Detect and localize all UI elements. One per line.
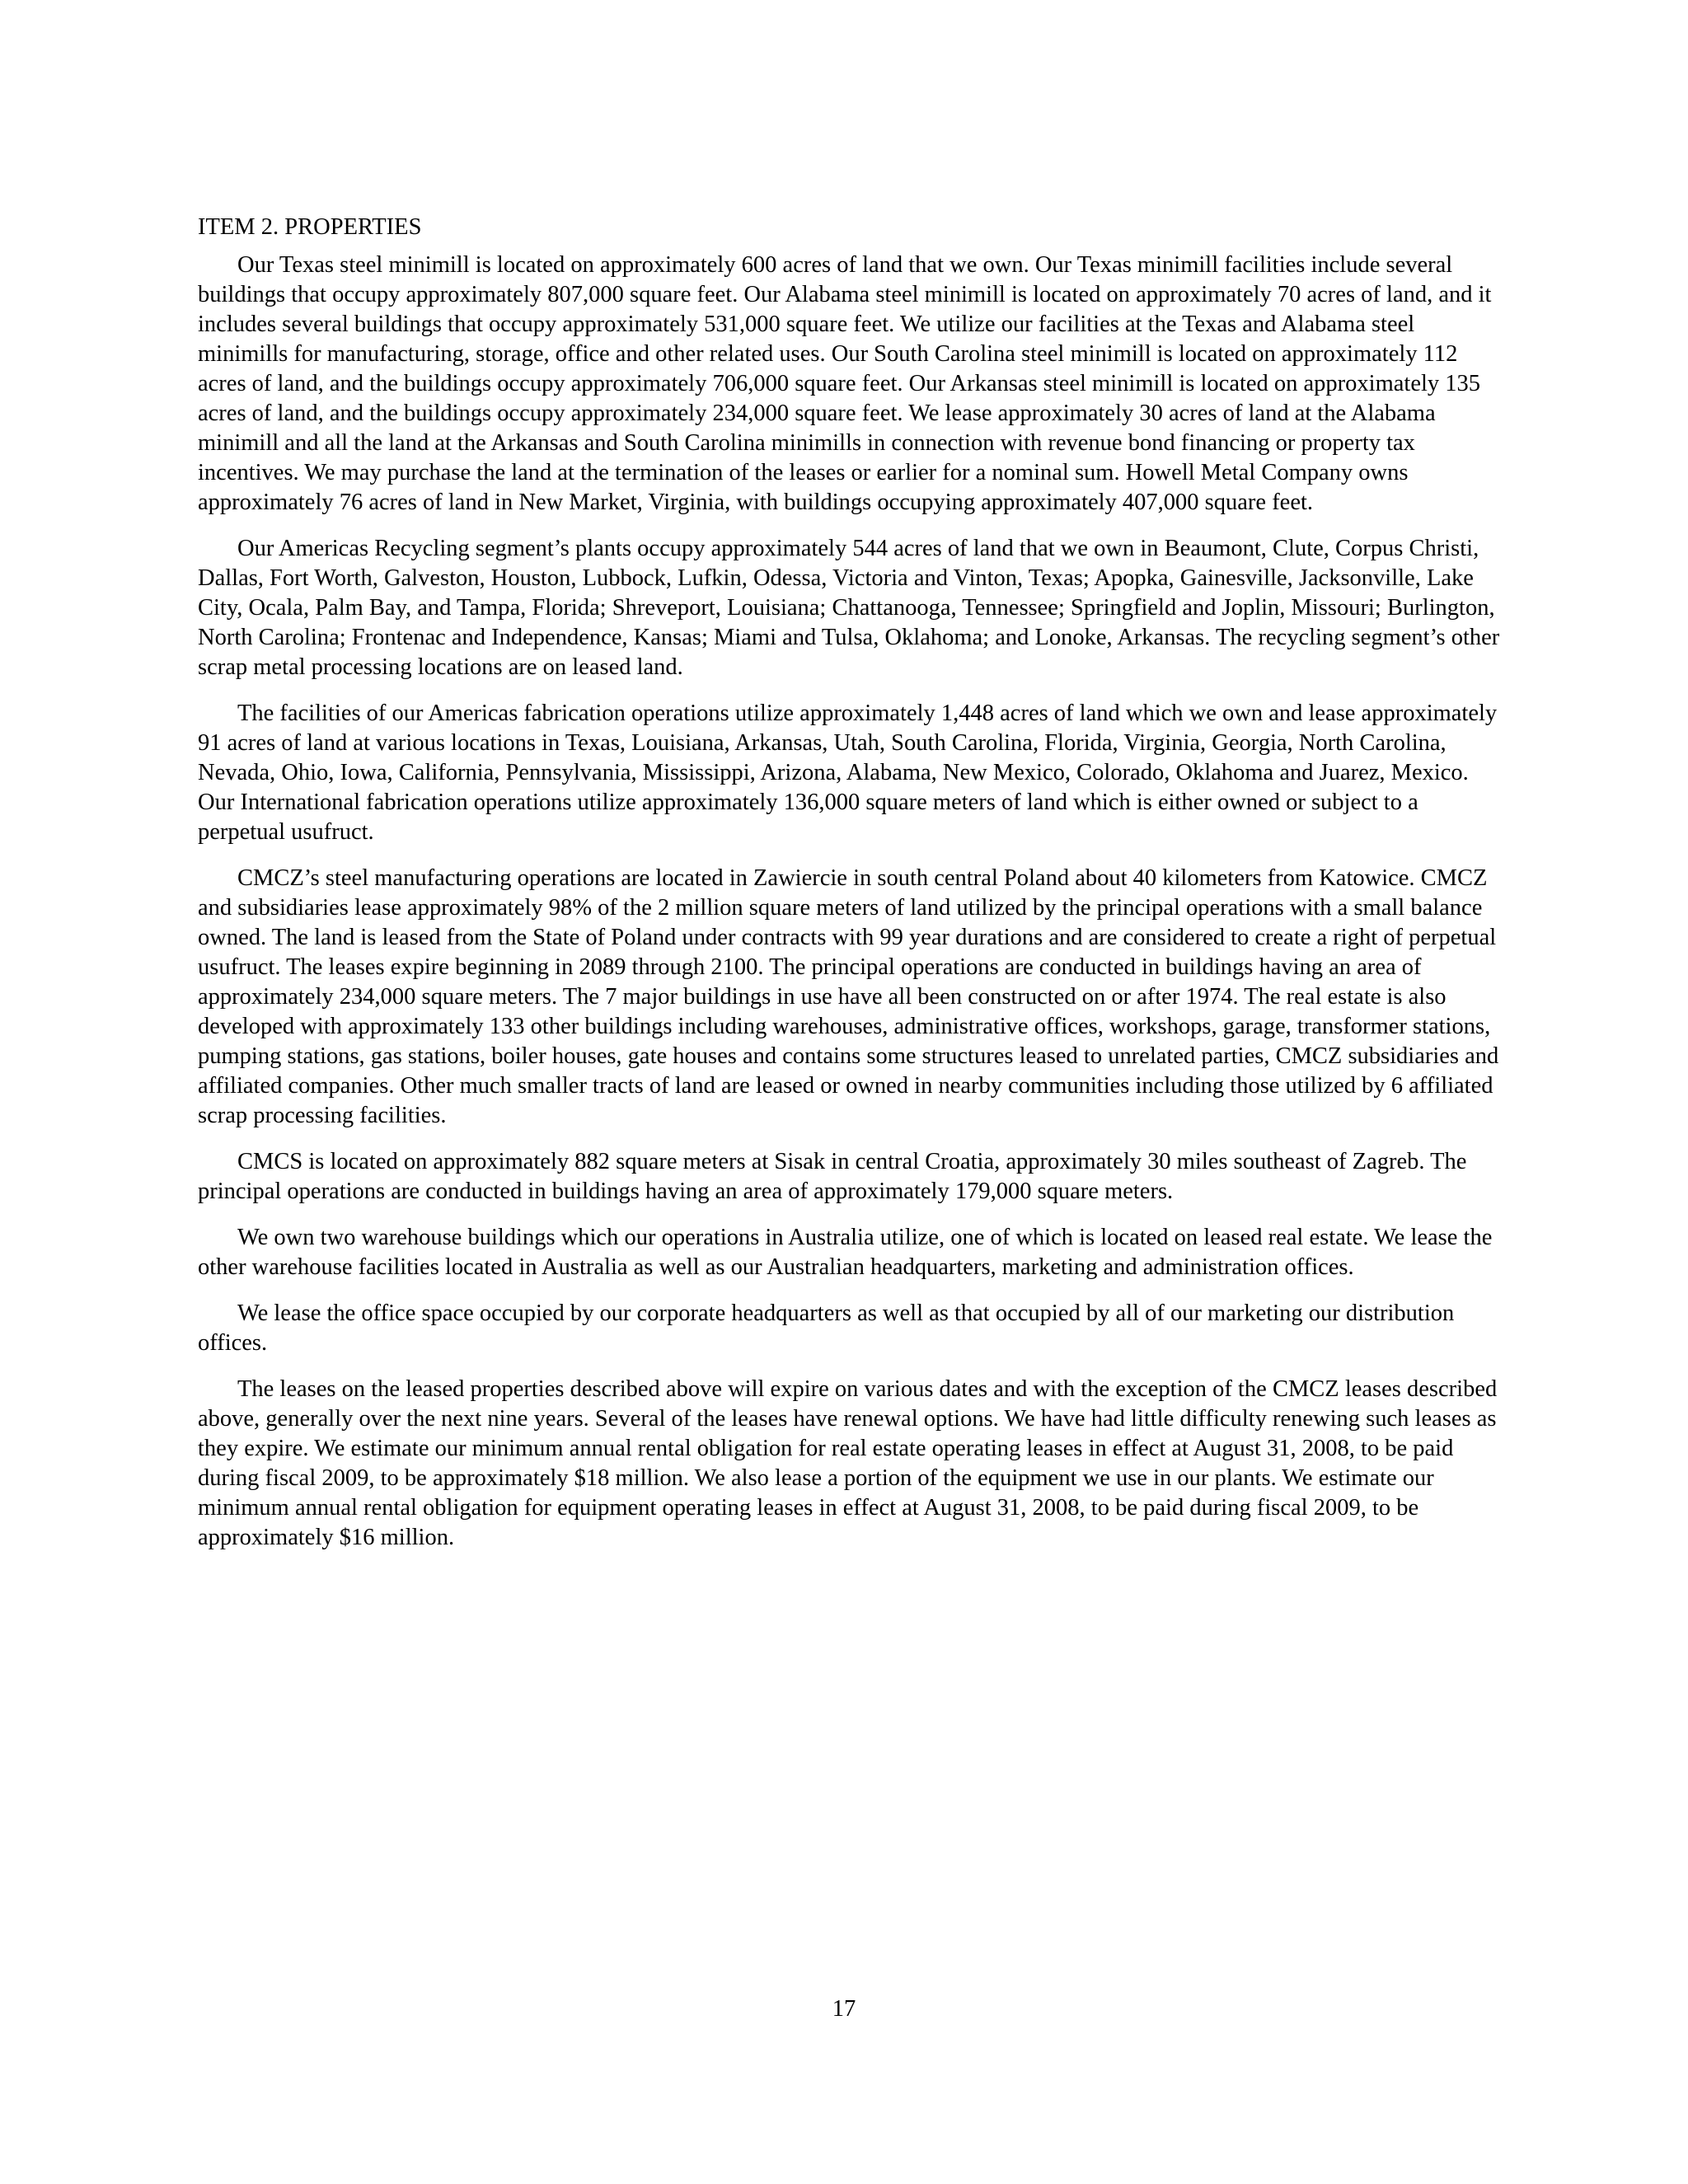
paragraph-headquarters: We lease the office space occupied by our corporate headquarters as well as that occupied by all of our marketing our distribution offices.: [198, 1301, 1455, 1356]
paragraph-minimills: Our Texas steel minimill is located on approximately 600 acres of land that we own. Our Texas minimill facilities include several buildings that occupy approximately 807,000 square feet. Our Alabama steel minimill is located on approximately 70 acres of land, and it includes several buildings that occupy approximately 531,000 square feet. We utilize our facilities at the Texas and Alabama steel minimills for manufacturing, storage, office and other related uses. Our South Carolina steel minimill is located on approximately 112 acres of land, and the buildings occupy approximately 706,000 square feet. Our Arkansas steel minimill is located on approximately 135 acres of land, and the buildings occupy approximately 234,000 square feet. We lease approximately 30 acres of land at the Alabama minimill and all the land at the Arkansas and South Carolina minimills in connection with revenue bond financing or property tax incentives. We may purchase the land at the termination of the leases or earlier for a nominal sum. Howell Metal Company owns approximately 76 acres of land in New Market, Virginia, with buildings occupying approximately 407,000 square feet.: [198, 252, 1492, 515]
section-heading: ITEM 2. PROPERTIES: [198, 214, 422, 240]
paragraph-leases: The leases on the leased properties described above will expire on various dates and with the exception of the CMCZ leases described above, generally over the next nine years. Several of the leases have renewal options. We have had little difficulty renewing such leases as they expire. We estimate our minimum annual rental obligation for real estate operating leases in effect at August 31, 2008, to be paid during fiscal 2009, to be approximately $18 million. We also lease a portion of the equipment we use in our plants. We estimate our minimum annual rental obligation for equipment operating leases in effect at August 31, 2008, to be paid during fiscal 2009, to be approximately $16 million.: [198, 1376, 1498, 1550]
paragraph-cmcz: CMCZ’s steel manufacturing operations are located in Zawiercie in south central Poland about 40 kilometers from Katowice. CMCZ and subsidiaries lease approximately 98% of the 2 million square meters of land utilized by the principal operations with a small balance owned. The land is leased from the State of Poland under contracts with 99 year durations and are considered to create a right of perpetual usufruct. The leases expire beginning in 2089 through 2100. The principal operations are conducted in buildings having an area of approximately 234,000 square meters. The 7 major buildings in use have all been constructed on or after 1974. The real estate is also developed with approximately 133 other buildings including warehouses, administrative offices, workshops, garage, transformer stations, pumping stations, gas stations, boiler houses, gate houses and contains some structures leased to unrelated parties, CMCZ subsidiaries and affiliated companies. Other much smaller tracts of land are leased or owned in nearby communities including those utilized by 6 affiliated scrap processing facilities.: [198, 865, 1499, 1128]
paragraph-cmcs: CMCS is located on approximately 882 square meters at Sisak in central Croatia, approximately 30 miles southeast of Zagreb. The principal operations are conducted in buildings having an area of approximately 179,000 square meters.: [198, 1149, 1467, 1204]
paragraph-recycling: Our Americas Recycling segment’s plants occupy approximately 544 acres of land that we own in Beaumont, Clute, Corpus Christi, Dallas, Fort Worth, Galveston, Houston, Lubbock, Lufkin, Odessa, Victoria and Vinton, Texas; Apopka, Gainesville, Jacksonville, Lake City, Ocala, Palm Bay, and Tampa, Florida; Shreveport, Louisiana; Chattanooga, Tennessee; Springfield and Joplin, Missouri; Burlington, North Carolina; Frontenac and Independence, Kansas; Miami and Tulsa, Oklahoma; and Lonoke, Arkansas. The recycling segment’s other scrap metal processing locations are on leased land.: [198, 536, 1500, 680]
paragraph-fabrication: The facilities of our Americas fabrication operations utilize approximately 1,448 acres of land which we own and lease approximately 91 acres of land at various locations in Texas, Louisiana, Arkansas, Utah, South Carolina, Florida, Virginia, Georgia, North Carolina, Nevada, Ohio, Iowa, California, Pennsylvania, Mississippi, Arizona, Alabama, New Mexico, Colorado, Oklahoma and Juarez, Mexico. Our International fabrication operations utilize approximately 136,000 square meters of land which is either owned or subject to a perpetual usufruct.: [198, 701, 1498, 845]
document-body: [198, 213, 1500, 1569]
page-number: 17: [832, 1996, 856, 2022]
paragraph-australia: We own two warehouse buildings which our operations in Australia utilize, one of which is located on leased real estate. We lease the other warehouse facilities located in Australia as well as our Australian headquarters, marketing and administration offices.: [198, 1225, 1493, 1280]
